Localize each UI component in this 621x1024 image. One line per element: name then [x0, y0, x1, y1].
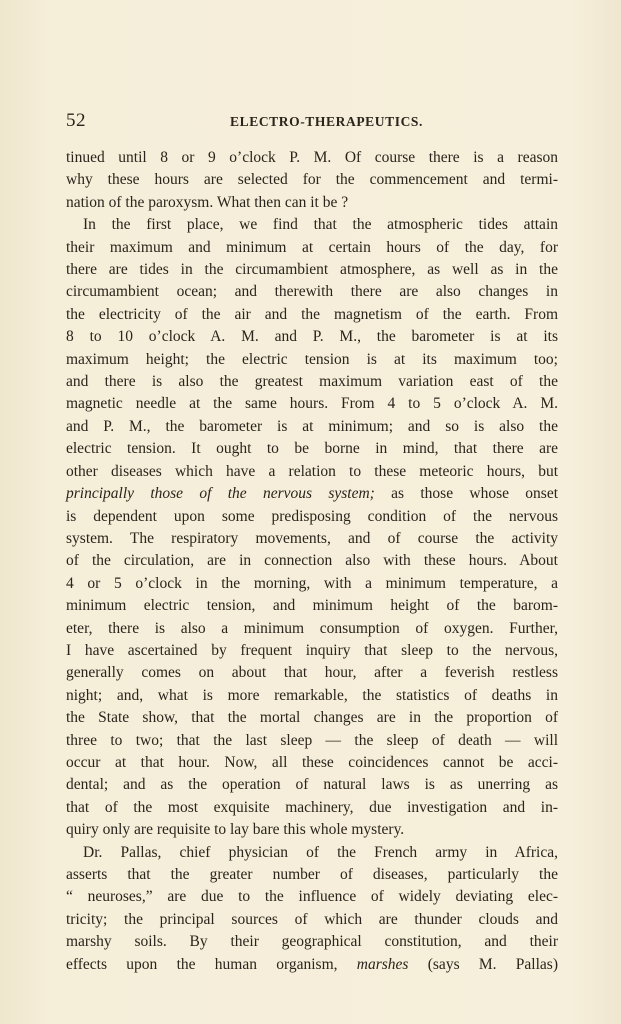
text-line: is dependent upon some predisposing condition of the nervous: [66, 507, 558, 525]
text-line: the electricity of the air and the magnetism of the earth. From: [66, 305, 558, 323]
text-line: eter, there is also a minimum consumption of oxygen. Further,: [66, 619, 558, 637]
text-fragment: (says M. Pallas): [408, 955, 558, 973]
text-line: “ neuroses,” are due to the influence of widely deviating elec-: [66, 888, 558, 906]
text-line: system. The respiratory movements, and of course the activity: [66, 529, 558, 547]
text-line: and there is also the greatest maximum variation east of the: [66, 373, 558, 391]
italic-phrase: principally those of the nervous system;: [66, 485, 375, 503]
italic-word: marshes: [356, 955, 409, 973]
text-line: the State show, that the mortal changes are in the proportion of: [66, 709, 558, 727]
text-line: magnetic needle at the same hours. From 4 to 5 o’clock A. M.: [66, 395, 558, 413]
text-line: their maximum and minimum at certain hours of the day, for: [66, 238, 558, 256]
text-line-italic: [66, 483, 558, 505]
text-line: of the circulation, are in connection also with these hours. About: [66, 552, 558, 570]
text-line: night; and, what is more remarkable, the statistics of deaths in: [66, 686, 558, 704]
text-line: there are tides in the circumambient atmosphere, as well as in the: [66, 261, 558, 279]
text-fragment: as those whose onset: [374, 485, 559, 503]
text-line: dental; and as the operation of natural laws is as unerring as: [66, 776, 558, 794]
text-line: Dr. Pallas, chief physician of the French army in Africa,: [83, 843, 558, 861]
text-line: and P. M., the barometer is at minimum; and so is also the: [66, 417, 558, 435]
text-line-italic: [66, 954, 558, 976]
running-title: ELECTRO-THERAPEUTICS.: [230, 114, 424, 129]
text-line: asserts that the greater number of diseases, particularly the: [66, 866, 558, 883]
paragraph-1: [66, 147, 558, 214]
text-line: tinued until 8 or 9 o’clock P. M. Of course there is a reason: [66, 149, 558, 166]
text-line: electric tension. It ought to be borne in mind, that there are: [66, 440, 558, 458]
page-number: 52: [66, 110, 86, 131]
text-line: 8 to 10 o’clock A. M. and P. M., the barometer is at its: [66, 328, 558, 346]
text-line: nation of the paroxysm. What then can it be ?: [66, 193, 349, 211]
text-line: I have ascertained by frequent inquiry that sleep to the nervous,: [66, 641, 558, 659]
text-line: In the first place, we find that the atmospheric tides attain: [83, 216, 558, 234]
text-line: why these hours are selected for the commencement and termi-: [66, 171, 558, 189]
page-body: [66, 147, 558, 976]
text-line: minimum electric tension, and minimum height of the barom-: [66, 597, 558, 615]
text-line: tricity; the principal sources of which are thunder clouds and: [66, 910, 558, 928]
text-line: 4 or 5 o’clock in the morning, with a minimum temperature, a: [66, 574, 558, 592]
text-line: generally comes on about that hour, after a feverish restless: [66, 664, 558, 682]
text-line: maximum height; the electric tension is at its maximum too;: [66, 350, 558, 368]
text-line: that of the most exquisite machinery, due investigation and in-: [66, 798, 558, 816]
text-line: circumambient ocean; and therewith there are also changes in: [66, 283, 558, 301]
paragraph-2: [66, 214, 558, 841]
text-line: occur at that hour. Now, all these coincidences cannot be acci-: [66, 753, 558, 771]
text-line: three to two; that the last sleep — the sleep of death — will: [66, 731, 558, 749]
text-fragment: effects upon the human organism,: [66, 955, 357, 973]
paragraph-3: [66, 842, 558, 976]
text-line: marshy soils. By their geographical constitution, and their: [66, 933, 558, 951]
text-line: other diseases which have a relation to these meteoric hours, but: [66, 462, 558, 480]
text-line: quiry only are requisite to lay bare this whole mystery.: [66, 821, 405, 839]
page-header: [66, 110, 558, 134]
